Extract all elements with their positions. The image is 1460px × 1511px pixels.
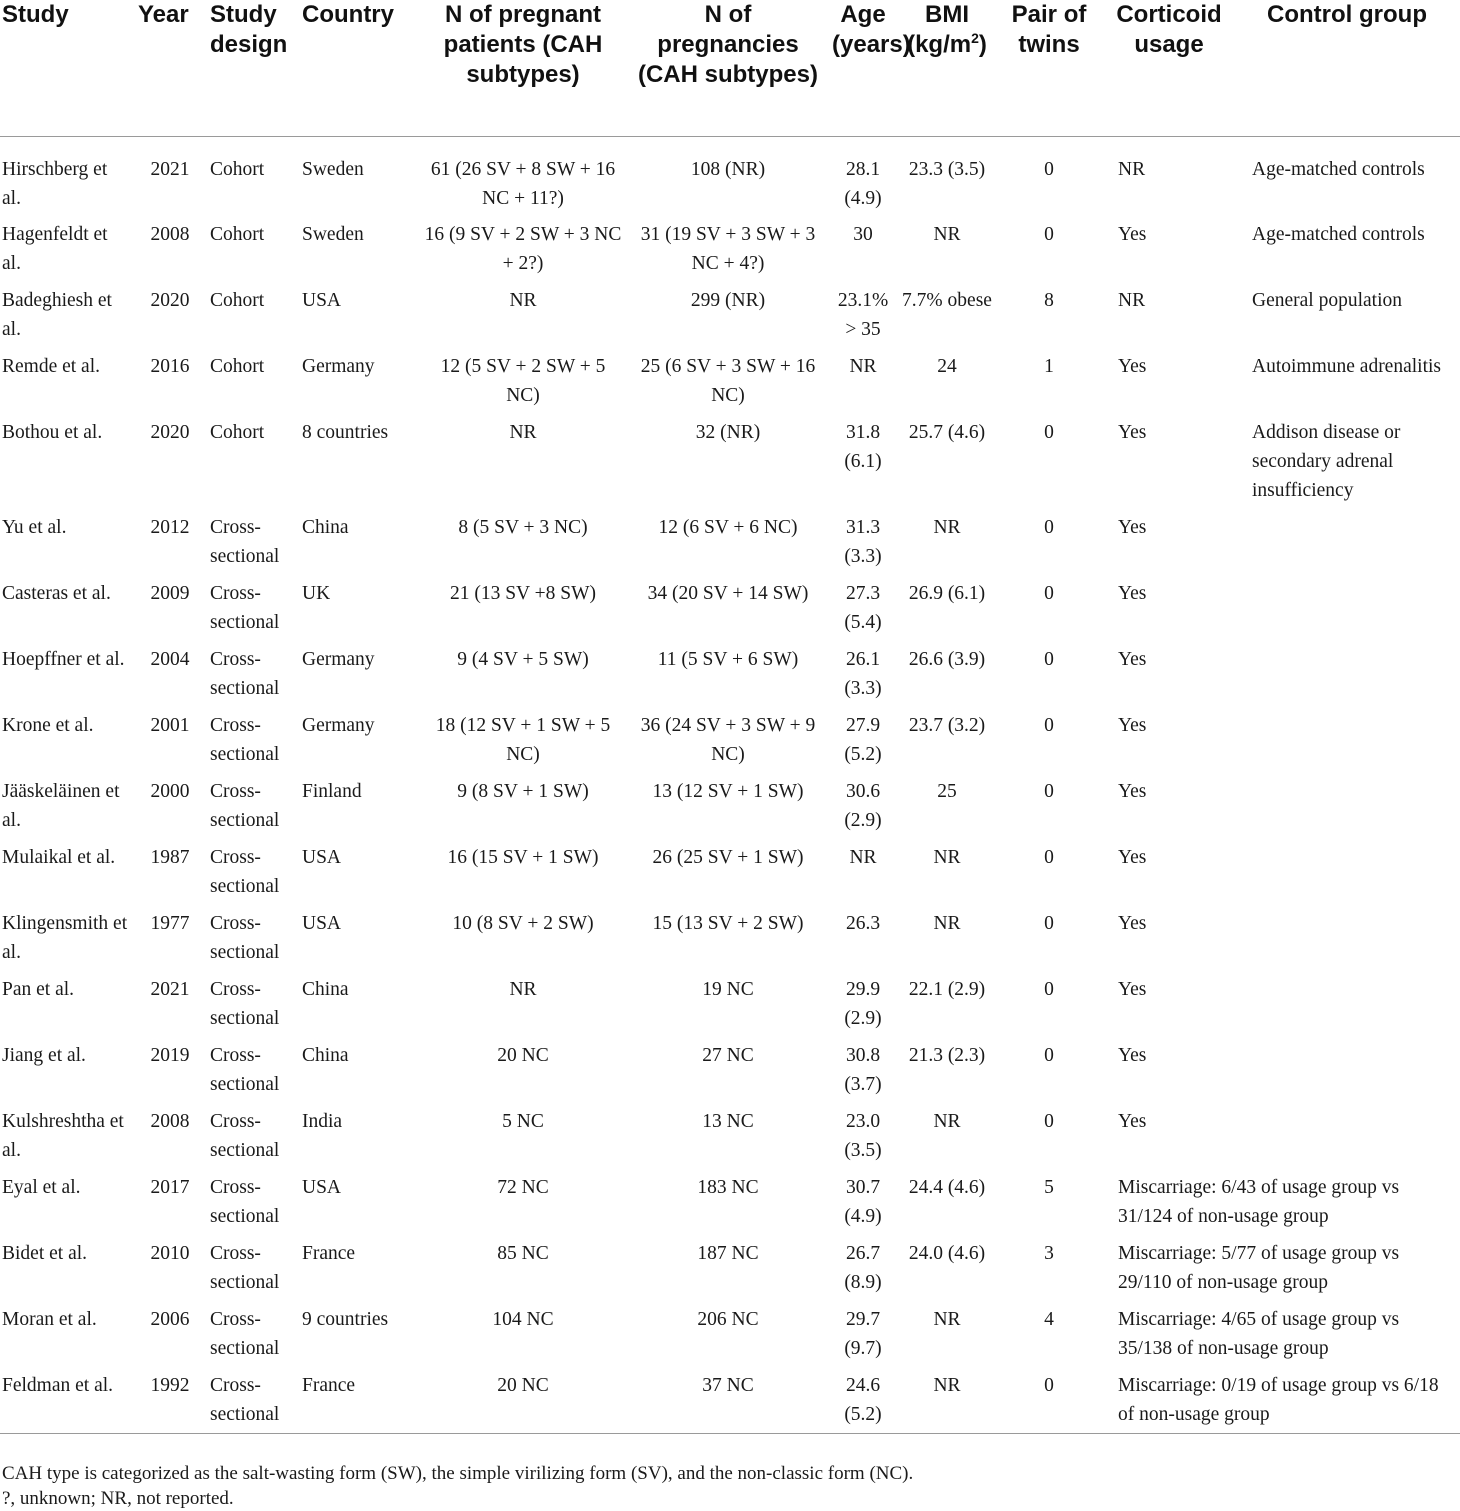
cell-twins: 0 (1044, 1045, 1054, 1066)
cell-corticoid: NR (1118, 158, 1146, 180)
cell-bmi: NR (933, 224, 961, 245)
cell-age: 26.3 (845, 913, 881, 934)
table-row (0, 909, 1460, 975)
cell-year: 1987 (150, 847, 190, 868)
bmi-label-end: ) (978, 31, 987, 58)
cell-country: India (302, 1111, 343, 1132)
cell-bmi: 22.1 (2.9) (908, 979, 986, 1000)
cell-country: USA (302, 847, 342, 868)
cell-control (1238, 975, 1460, 1041)
cell-control: Addison disease or secondary adrenal insufficiency (1252, 422, 1401, 501)
cell-study: Feldman et al. (2, 1375, 114, 1396)
cell-patients: 8 (5 SV + 3 NC) (458, 517, 588, 538)
cell-year: 2020 (150, 290, 190, 311)
bmi-superscript: 2 (971, 30, 979, 46)
cell-corticoid: Yes (1118, 847, 1147, 868)
cell-bmi: NR (933, 1309, 961, 1330)
cell-patients: 72 NC (497, 1177, 549, 1198)
cell-corticoid: Yes (1118, 979, 1147, 1000)
cell-twins: 0 (1044, 979, 1054, 1000)
cell-corticoid: Yes (1118, 583, 1147, 604)
cell-country: France (302, 1243, 356, 1264)
cell-year: 2000 (150, 781, 190, 802)
cell-twins: 0 (1044, 847, 1054, 868)
cell-pregnancies: 36 (24 SV + 3 SW + 9 NC) (640, 715, 816, 765)
cell-patients: 16 (9 SV + 2 SW + 3 NC + 2?) (424, 224, 622, 274)
cell-corticoid: Yes (1118, 1111, 1147, 1132)
cell-year: 2012 (150, 517, 190, 538)
cell-bmi: 23.3 (3.5) (908, 158, 986, 180)
cell-control (1238, 645, 1460, 711)
cell-control: General population (1252, 290, 1402, 311)
cell-design: Cross-sectional (210, 847, 280, 897)
cell-age: 31.3 (3.3) (844, 517, 882, 567)
table-row (0, 579, 1460, 645)
cell-corticoid: Yes (1118, 913, 1147, 934)
cell-pregnancies: 299 (NR) (690, 290, 766, 311)
cell-design: Cross-sectional (210, 1375, 280, 1425)
cell-bmi: NR (933, 847, 961, 868)
cell-year: 2016 (150, 356, 190, 377)
table-row (0, 711, 1460, 777)
table-row (0, 418, 1460, 513)
cell-age: 30.7 (4.9) (844, 1177, 882, 1227)
cell-patients: 20 NC (497, 1375, 549, 1396)
cell-study: Pan et al. (2, 979, 75, 1000)
cell-twins: 0 (1044, 158, 1054, 180)
cell-bmi: 25 (937, 781, 957, 802)
cell-year: 2001 (150, 715, 190, 736)
cell-twins: 0 (1044, 715, 1054, 736)
cell-year: 2020 (150, 422, 190, 443)
cell-twins: 0 (1044, 422, 1054, 443)
cell-year: 2019 (150, 1045, 190, 1066)
col-header-age: Age (years) (832, 1, 911, 58)
bmi-label: BMI (kg/m (907, 1, 972, 58)
cell-age: 23.0 (3.5) (844, 1111, 882, 1161)
cell-study: Hagenfeldt et al. (2, 224, 108, 274)
table-body (0, 136, 1460, 1433)
cell-pregnancies: 12 (6 SV + 6 NC) (658, 517, 798, 538)
cell-design: Cross-sectional (210, 781, 280, 831)
cell-bmi: NR (933, 1111, 961, 1132)
cell-age: NR (849, 847, 877, 868)
cell-country: UK (302, 583, 331, 604)
cell-control (1238, 1107, 1460, 1173)
cell-pregnancies: 26 (25 SV + 1 SW) (652, 847, 804, 868)
table-row (0, 843, 1460, 909)
cell-patients: 85 NC (497, 1243, 549, 1264)
cell-age: 28.1 (4.9) (844, 158, 882, 209)
cell-country: 8 countries (302, 422, 389, 443)
cell-pregnancies: 13 (12 SV + 1 SW) (652, 781, 804, 802)
cell-patients: 16 (15 SV + 1 SW) (447, 847, 599, 868)
table-row (0, 220, 1460, 286)
cell-design: Cross-sectional (210, 1111, 280, 1161)
cell-patients: 12 (5 SV + 2 SW + 5 NC) (440, 356, 606, 406)
col-header-bmi (900, 0, 998, 136)
cell-pregnancies: 11 (5 SV + 6 SW) (657, 649, 799, 670)
col-header-twins: Pair of twins (1011, 1, 1087, 58)
cell-age: 23.1% > 35 (837, 290, 889, 340)
col-header-patients: N of pregnant patients (CAH subtypes) (443, 1, 603, 88)
cell-corticoid: Yes (1118, 224, 1147, 245)
table-row (0, 1239, 1460, 1305)
cell-year: 2009 (150, 583, 190, 604)
cell-study: Jääskeläinen et al. (2, 781, 120, 831)
cell-country: France (302, 1375, 356, 1396)
cell-age: 30 (853, 224, 873, 245)
cell-pregnancies: 108 (NR) (690, 158, 766, 180)
cell-bmi: NR (933, 517, 961, 538)
table-row (0, 1107, 1460, 1173)
header-row (0, 0, 1460, 136)
cell-corticoid: Yes (1118, 517, 1147, 538)
cell-twins: 3 (1044, 1243, 1054, 1264)
table-row (0, 777, 1460, 843)
cell-study: Hoepffner et al. (2, 649, 125, 670)
cell-control (1238, 711, 1460, 777)
cell-country: Sweden (302, 224, 364, 245)
table-row (0, 513, 1460, 579)
cell-study: Krone et al. (2, 715, 94, 736)
cell-pregnancies: 206 NC (697, 1309, 759, 1330)
col-header-study: Study (2, 1, 69, 28)
cell-pregnancies: 13 NC (702, 1111, 754, 1132)
cell-control: Age-matched controls (1252, 158, 1425, 180)
cell-pregnancies: 27 NC (702, 1045, 754, 1066)
cell-study: Mulaikal et al. (2, 847, 116, 868)
cell-pregnancies: 15 (13 SV + 2 SW) (652, 913, 804, 934)
cell-bmi: NR (933, 1375, 961, 1396)
cell-age: 27.3 (5.4) (844, 583, 882, 633)
cell-study: Moran et al. (2, 1309, 97, 1330)
cell-twins: 0 (1044, 517, 1054, 538)
cell-design: Cohort (210, 158, 265, 180)
cell-patients: 5 NC (502, 1111, 544, 1132)
cell-bmi: 24.0 (4.6) (908, 1243, 986, 1264)
cell-country: Germany (302, 356, 375, 377)
cell-study: Casteras et al. (2, 583, 111, 604)
cell-patients: 61 (26 SV + 8 SW + 16 NC + 11?) (430, 158, 616, 209)
cell-age: 29.9 (2.9) (844, 979, 882, 1029)
cell-country: USA (302, 913, 342, 934)
cell-pregnancies: 19 NC (702, 979, 754, 1000)
cell-patients: 10 (8 SV + 2 SW) (452, 913, 594, 934)
cell-control (1238, 777, 1460, 843)
cell-study: Yu et al. (2, 517, 67, 538)
cell-control (1238, 579, 1460, 645)
footnote: CAH type is categorized as the salt-wasting form (SW), the simple virilizing form (SV), and the non-classic form (NC). (2, 1463, 914, 1484)
cell-twins: 0 (1044, 583, 1054, 604)
cell-age: 26.1 (3.3) (844, 649, 882, 699)
cell-bmi: 21.3 (2.3) (908, 1045, 986, 1066)
cell-pregnancies: 183 NC (697, 1177, 759, 1198)
table-row (0, 352, 1460, 418)
cell-design: Cross-sectional (210, 715, 280, 765)
table-row (0, 1305, 1460, 1371)
cell-bmi: 24 (937, 356, 957, 377)
cell-corticoid: NR (1118, 290, 1146, 311)
cell-patients: 104 NC (492, 1309, 554, 1330)
cell-year: 2010 (150, 1243, 190, 1264)
cell-age: 30.6 (2.9) (844, 781, 882, 831)
cell-design: Cohort (210, 290, 265, 311)
cell-study: Kulshreshtha et al. (2, 1111, 124, 1161)
cell-twins: 0 (1044, 913, 1054, 934)
table-row (0, 1041, 1460, 1107)
cell-control: Age-matched controls (1252, 224, 1425, 245)
cell-design: Cross-sectional (210, 1243, 280, 1293)
cell-corticoid: Yes (1118, 715, 1147, 736)
cell-control (1238, 513, 1460, 579)
cell-year: 1977 (150, 913, 190, 934)
cell-patients: NR (509, 422, 537, 443)
cell-age: 29.7 (9.7) (844, 1309, 882, 1359)
cell-patients: 9 (8 SV + 1 SW) (457, 781, 589, 802)
cell-corticoid: Yes (1118, 356, 1147, 377)
col-header-pregnancies: N of pregnancies (CAH subtypes) (637, 1, 818, 88)
cell-year: 2021 (150, 979, 190, 1000)
cell-country: Sweden (302, 158, 364, 180)
cell-twins: 8 (1044, 290, 1054, 311)
cell-bmi: 26.9 (6.1) (908, 583, 986, 604)
cell-design: Cross-sectional (210, 1045, 280, 1095)
cell-pregnancies: 25 (6 SV + 3 SW + 16 NC) (640, 356, 816, 406)
cell-country: 9 countries (302, 1309, 389, 1330)
cell-bmi: 25.7 (4.6) (908, 422, 986, 443)
cell-miscarriage-note: Miscarriage: 4/65 of usage group vs 35/138 of non-usage group (1118, 1309, 1400, 1359)
cell-country: Germany (302, 649, 375, 670)
cell-design: Cross-sectional (210, 913, 280, 963)
col-header-year: Year (138, 1, 189, 28)
table-row (0, 1173, 1460, 1239)
cell-bmi: 7.7% obese (902, 290, 992, 311)
cell-country: USA (302, 1177, 342, 1198)
cell-year: 1992 (150, 1375, 190, 1396)
cell-bmi: 23.7 (3.2) (908, 715, 986, 736)
table-footnotes (2, 1461, 913, 1511)
table-row (0, 136, 1460, 220)
cell-age: 27.9 (5.2) (844, 715, 882, 765)
cell-patients: NR (509, 979, 537, 1000)
cell-age: NR (849, 356, 877, 377)
cell-country: USA (302, 290, 342, 311)
cell-twins: 5 (1044, 1177, 1054, 1198)
cell-pregnancies: 32 (NR) (695, 422, 761, 443)
footnote: ?, unknown; NR, not reported. (2, 1488, 234, 1509)
cell-patients: NR (509, 290, 537, 311)
cell-year: 2021 (150, 158, 190, 180)
col-header-control: Control group (1267, 1, 1427, 28)
cell-study: Eyal et al. (2, 1177, 81, 1198)
cell-miscarriage-note: Miscarriage: 0/19 of usage group vs 6/18 of non-usage group (1118, 1375, 1439, 1425)
cell-study: Hirschberg et al. (2, 158, 108, 209)
cell-year: 2017 (150, 1177, 190, 1198)
cell-corticoid: Yes (1118, 1045, 1147, 1066)
cell-year: 2008 (150, 1111, 190, 1132)
cell-twins: 0 (1044, 1111, 1054, 1132)
col-header-country: Country (302, 1, 394, 28)
table-row (0, 975, 1460, 1041)
cell-country: Germany (302, 715, 375, 736)
col-header-design: Study design (210, 1, 288, 58)
cell-twins: 0 (1044, 649, 1054, 670)
cell-design: Cross-sectional (210, 583, 280, 633)
cell-study: Remde et al. (2, 356, 101, 377)
cell-age: 26.7 (8.9) (844, 1243, 882, 1293)
cell-country: Finland (302, 781, 362, 802)
cell-pregnancies: 187 NC (697, 1243, 759, 1264)
cell-pregnancies: 31 (19 SV + 3 SW + 3 NC + 4?) (640, 224, 816, 274)
cell-control (1238, 1041, 1460, 1107)
cell-twins: 1 (1044, 356, 1054, 377)
cell-corticoid: Yes (1118, 649, 1147, 670)
cell-design: Cohort (210, 224, 265, 245)
cell-study: Bothou et al. (2, 422, 103, 443)
cell-study: Jiang et al. (2, 1045, 86, 1066)
cell-twins: 0 (1044, 781, 1054, 802)
cell-country: China (302, 517, 349, 538)
cell-study: Bidet et al. (2, 1243, 88, 1264)
cell-pregnancies: 34 (20 SV + 14 SW) (647, 583, 809, 604)
cell-twins: 4 (1044, 1309, 1054, 1330)
cell-miscarriage-note: Miscarriage: 6/43 of usage group vs 31/124 of non-usage group (1118, 1177, 1400, 1227)
cell-pregnancies: 37 NC (702, 1375, 754, 1396)
cell-design: Cross-sectional (210, 649, 280, 699)
table-row (0, 286, 1460, 352)
cell-patients: 18 (12 SV + 1 SW + 5 NC) (435, 715, 611, 765)
cell-design: Cohort (210, 422, 265, 443)
cell-country: China (302, 979, 349, 1000)
cell-study: Badeghiesh et al. (2, 290, 112, 340)
cell-age: 31.8 (6.1) (844, 422, 882, 472)
cell-design: Cross-sectional (210, 517, 280, 567)
cell-study: Klingensmith et al. (2, 913, 128, 963)
cell-year: 2008 (150, 224, 190, 245)
cell-age: 24.6 (5.2) (844, 1375, 882, 1425)
cell-design: Cross-sectional (210, 1177, 280, 1227)
cell-design: Cross-sectional (210, 979, 280, 1029)
cell-age: 30.8 (3.7) (844, 1045, 882, 1095)
cell-design: Cross-sectional (210, 1309, 280, 1359)
table-row (0, 1371, 1460, 1433)
cell-bmi: NR (933, 913, 961, 934)
cell-patients: 21 (13 SV +8 SW) (449, 583, 597, 604)
cell-corticoid: Yes (1118, 781, 1147, 802)
cell-patients: 20 NC (497, 1045, 549, 1066)
table-row (0, 645, 1460, 711)
cell-miscarriage-note: Miscarriage: 5/77 of usage group vs 29/110 of non-usage group (1118, 1243, 1400, 1293)
cell-twins: 0 (1044, 1375, 1054, 1396)
cell-design: Cohort (210, 356, 265, 377)
cell-control (1238, 843, 1460, 909)
cell-twins: 0 (1044, 224, 1054, 245)
cell-corticoid: Yes (1118, 422, 1147, 443)
cell-year: 2006 (150, 1309, 190, 1330)
cell-year: 2004 (150, 649, 190, 670)
cell-bmi: 24.4 (4.6) (908, 1177, 986, 1198)
cell-control: Autoimmune adrenalitis (1252, 356, 1442, 377)
cell-bmi: 26.6 (3.9) (908, 649, 986, 670)
cell-patients: 9 (4 SV + 5 SW) (457, 649, 589, 670)
col-header-corticoid: Corticoid usage (1116, 1, 1222, 58)
cell-control (1238, 909, 1460, 975)
cell-country: China (302, 1045, 349, 1066)
